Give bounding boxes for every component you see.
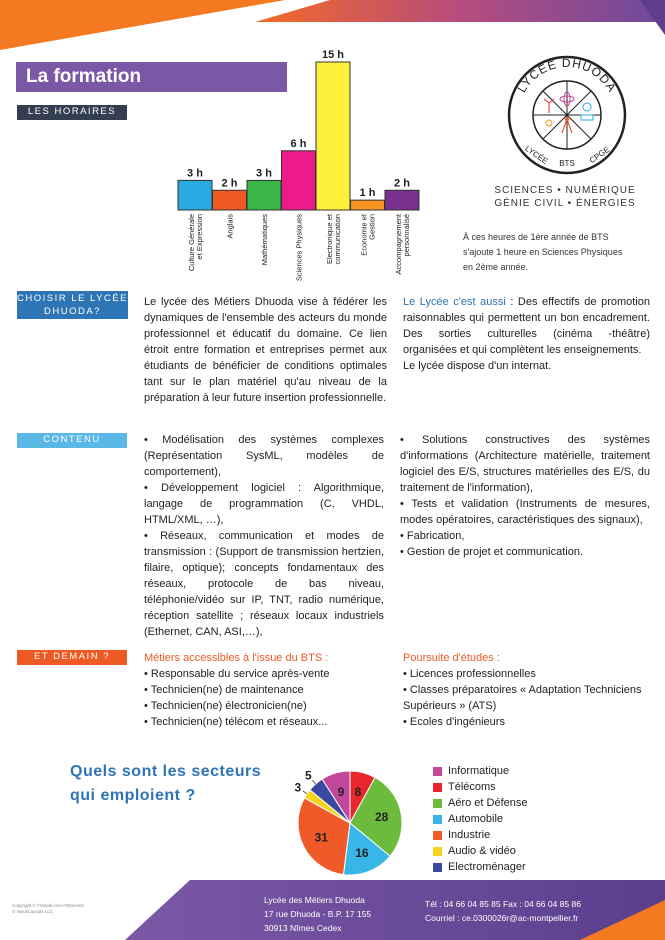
legend-label: Informatique — [448, 765, 510, 777]
legend-swatch — [433, 831, 442, 840]
choisir-right-body: : Des effectifs de promotion raisonnables qui permettent un bon encadrement. Des sorties culturelles (cinéma -théâtre) organisées et qui complètent les enseignements. — [403, 296, 650, 356]
section-tag-choisir-line-1: CHOISIR LE LYCÉE — [17, 293, 128, 304]
logo-label-cpge: CPGE — [587, 144, 612, 166]
section-tag-choisir-line-2: DHUODA? — [44, 306, 101, 317]
bar — [213, 190, 247, 210]
choisir-right-text — [403, 294, 650, 374]
bar-category-label-line: Gestion — [367, 214, 377, 240]
demain-right-list — [403, 650, 653, 730]
list-item: • Classes préparatoires « Adaptation Techniciens Supérieurs » (ATS) — [403, 684, 642, 712]
pie-slice-label: 28 — [374, 809, 389, 824]
bar-value-label: 1 h — [359, 187, 376, 200]
network-icon — [581, 103, 593, 120]
legend-item — [433, 811, 553, 827]
logo-label-bts: BTS — [559, 159, 575, 168]
legend-item — [433, 827, 553, 843]
bar-category-label-line: personnalisé — [402, 214, 411, 257]
pie-legend — [433, 763, 553, 875]
legend-label: Electroménager — [448, 861, 526, 873]
bar-category-label-line: Mathématiques — [260, 214, 269, 266]
pie-slice-label: 16 — [355, 845, 369, 860]
footer-phone: Tél : 04 66 04 85 85 Fax : 04 66 04 85 86 — [425, 899, 581, 909]
legend-item — [433, 779, 553, 795]
choisir-left-text: Le lycée des Métiers Dhuoda vise à fédérer les dynamiques de l'ensemble des acteurs du monde professionnel et éducatif du domaine. Ce lien étroit entre formation et entreprises permet aux étudiants de bénéficier de conditions optimales tant sur le plan matériel qu'au niveau de la préparation à leur future insertion professionnelle. — [144, 296, 387, 404]
pie-slice-label: 3 — [294, 780, 302, 795]
bar-category-label — [295, 214, 304, 281]
contenu-left-list — [144, 432, 384, 640]
bar-category-label-line: communication — [333, 214, 342, 265]
secteurs-question — [70, 760, 290, 808]
hours-note — [463, 230, 653, 275]
logo-tagline-1: SCIENCES • NUMÉRIQUE — [494, 185, 636, 196]
footer-address — [264, 893, 414, 935]
bar-category-label — [325, 213, 342, 264]
bar-value-label: 2 h — [221, 177, 238, 190]
hours-note-line-3: en 2ème année. — [463, 262, 529, 272]
bar-category-label-line: Economie et — [359, 214, 369, 256]
hours-bar-chart — [170, 40, 430, 290]
pie-leader-line — [312, 780, 315, 784]
pie-slice-label: 31 — [314, 830, 328, 845]
list-item: • Gestion de projet et communication. — [400, 546, 583, 558]
legend-label: Automobile — [448, 813, 504, 825]
list-item: • Solutions constructives des systèmes d'informations (Architecture matérielle, traitement logiciel des E/S, structures matérielles des E/S, du traitement de l'information), — [400, 434, 650, 494]
bar — [351, 200, 385, 210]
list-item: • Développement logiciel : Algorithmique, langage de programmation (C, VHDL, HTML/XML, …), — [144, 482, 384, 526]
pie-slice-label: 8 — [354, 784, 362, 799]
copyright — [12, 903, 122, 915]
legend-label: Industrie — [448, 829, 491, 841]
footer-address-1: Lycée des Métiers Dhuoda — [264, 895, 365, 905]
choisir-right-internat: Le lycée dispose d'un internat. — [403, 360, 552, 372]
lightbulb-icon — [546, 120, 552, 126]
hours-note-line-1: À ces heures de 1ère année de BTS — [463, 232, 609, 242]
footer-address-3: 30913 Nîmes Cedex — [264, 923, 342, 933]
logo-tagline-2: GÉNIE CIVIL • ÉNERGIES — [494, 198, 636, 209]
bar-value-label: 2 h — [394, 177, 410, 190]
bar-category-label-line: Culture Générale — [187, 214, 196, 272]
bar — [247, 180, 281, 210]
legend-label: Télécoms — [448, 781, 496, 793]
legend-swatch — [433, 783, 442, 792]
bar — [385, 190, 419, 210]
sectors-pie-chart — [285, 748, 420, 878]
legend-item — [433, 763, 553, 779]
bar-category-label-line: Accompagnement — [394, 214, 403, 275]
legend-label: Aéro et Défense — [448, 797, 528, 809]
choisir-right-lead: Le Lycée c'est aussi — [403, 296, 506, 308]
list-item: • Technicien(ne) de maintenance — [144, 684, 304, 696]
list-item: • Fabrication, — [400, 530, 465, 542]
secteurs-question-line-2: qui emploient ? — [70, 787, 196, 804]
bar-value-label: 15 h — [321, 49, 345, 61]
legend-label: Audio & vidéo — [448, 845, 516, 857]
bar-category-label — [226, 214, 235, 239]
bar — [282, 151, 316, 210]
list-item: • Réseaux, communication et modes de transmission : (Support de transmission hertzien, filaire, optique); concepts fondamentaux des réseaux, protocole de bas niveau, téléphonie/vidéo sur IP, TNT, radio numérique, réception satellite ; réseaux locaux industriels (Ethernet, CAN, ASI,…), — [144, 530, 384, 638]
logo-name: LYCÉE DHUODA — [514, 55, 620, 95]
secteurs-question-line-1: Quels sont les secteurs — [70, 763, 262, 780]
bar-value-label: 3 h — [187, 167, 203, 180]
legend-item — [433, 859, 553, 875]
copyright-line-1: Copyright © Freepik.com /#25umi01 — [12, 903, 85, 908]
copyright-line-2: © StockLayouts LLC — [12, 909, 54, 914]
bar — [316, 62, 350, 210]
demain-left-list — [144, 650, 389, 730]
pie-leader-line — [303, 791, 307, 794]
bar-value-label: 3 h — [256, 167, 272, 180]
bar-category-label-line: Sciences Physiques — [294, 214, 304, 282]
list-item: • Licences professionnelles — [403, 668, 536, 680]
page-title: La formation — [16, 62, 287, 92]
pie-slice-label: 5 — [304, 768, 312, 783]
bar — [178, 180, 212, 210]
demain-left-title: Métiers accessibles à l'issue du BTS : — [144, 652, 329, 664]
contenu-right-list — [400, 432, 650, 560]
bar-category-label — [260, 214, 269, 266]
legend-item — [433, 795, 553, 811]
legend-swatch — [433, 815, 442, 824]
bar-category-label — [394, 213, 411, 274]
legend-swatch — [433, 767, 442, 776]
bar-category-label-line: Electronique et — [325, 214, 334, 265]
pie-slice-label: 9 — [337, 785, 345, 800]
list-item: • Tests et validation (Instruments de mesures, modes opératoires, caractéristiques des signaux), — [400, 498, 650, 526]
footer-contact — [425, 897, 655, 925]
bar-category-label-line: et Expression — [195, 214, 204, 260]
list-item: • Technicien(ne) électronicien(ne) — [144, 700, 307, 712]
legend-swatch — [433, 799, 442, 808]
logo-tagline — [490, 184, 640, 210]
bar-category-label — [187, 214, 204, 271]
bar-category-label-line: Anglais — [225, 214, 235, 239]
legend-item — [433, 843, 553, 859]
hours-note-line-2: s'ajoute 1 heure en Sciences Physiques — [463, 247, 623, 257]
bar-value-label: 6 h — [290, 137, 307, 150]
footer-email[interactable]: Courriel : ce.0300026r@ac-montpellier.fr — [425, 913, 579, 923]
list-item: • Responsable du service après-vente — [144, 668, 330, 680]
bar-category-label — [360, 213, 377, 256]
section-tag-choisir — [17, 291, 128, 319]
section-tag-contenu: CONTENU — [17, 433, 127, 448]
footer-address-2: 17 rue Dhuoda - B.P. 17 155 — [264, 909, 372, 919]
section-tag-horaires: LES HORAIRES — [17, 105, 127, 120]
list-item: • Ecoles d'ingénieurs — [403, 716, 505, 728]
logo-label-lycee: LYCÉE — [523, 143, 550, 166]
section-tag-demain: ET DEMAIN ? — [17, 650, 127, 665]
list-item: • Technicien(ne) télécom et réseaux... — [144, 716, 328, 728]
list-item: • Modélisation des systèmes complexes (Représentation SysML, modèles de comportement), — [144, 434, 384, 478]
demain-right-title: Poursuite d'études : — [403, 652, 500, 664]
legend-swatch — [433, 863, 442, 872]
legend-swatch — [433, 847, 442, 856]
school-logo — [497, 55, 637, 175]
